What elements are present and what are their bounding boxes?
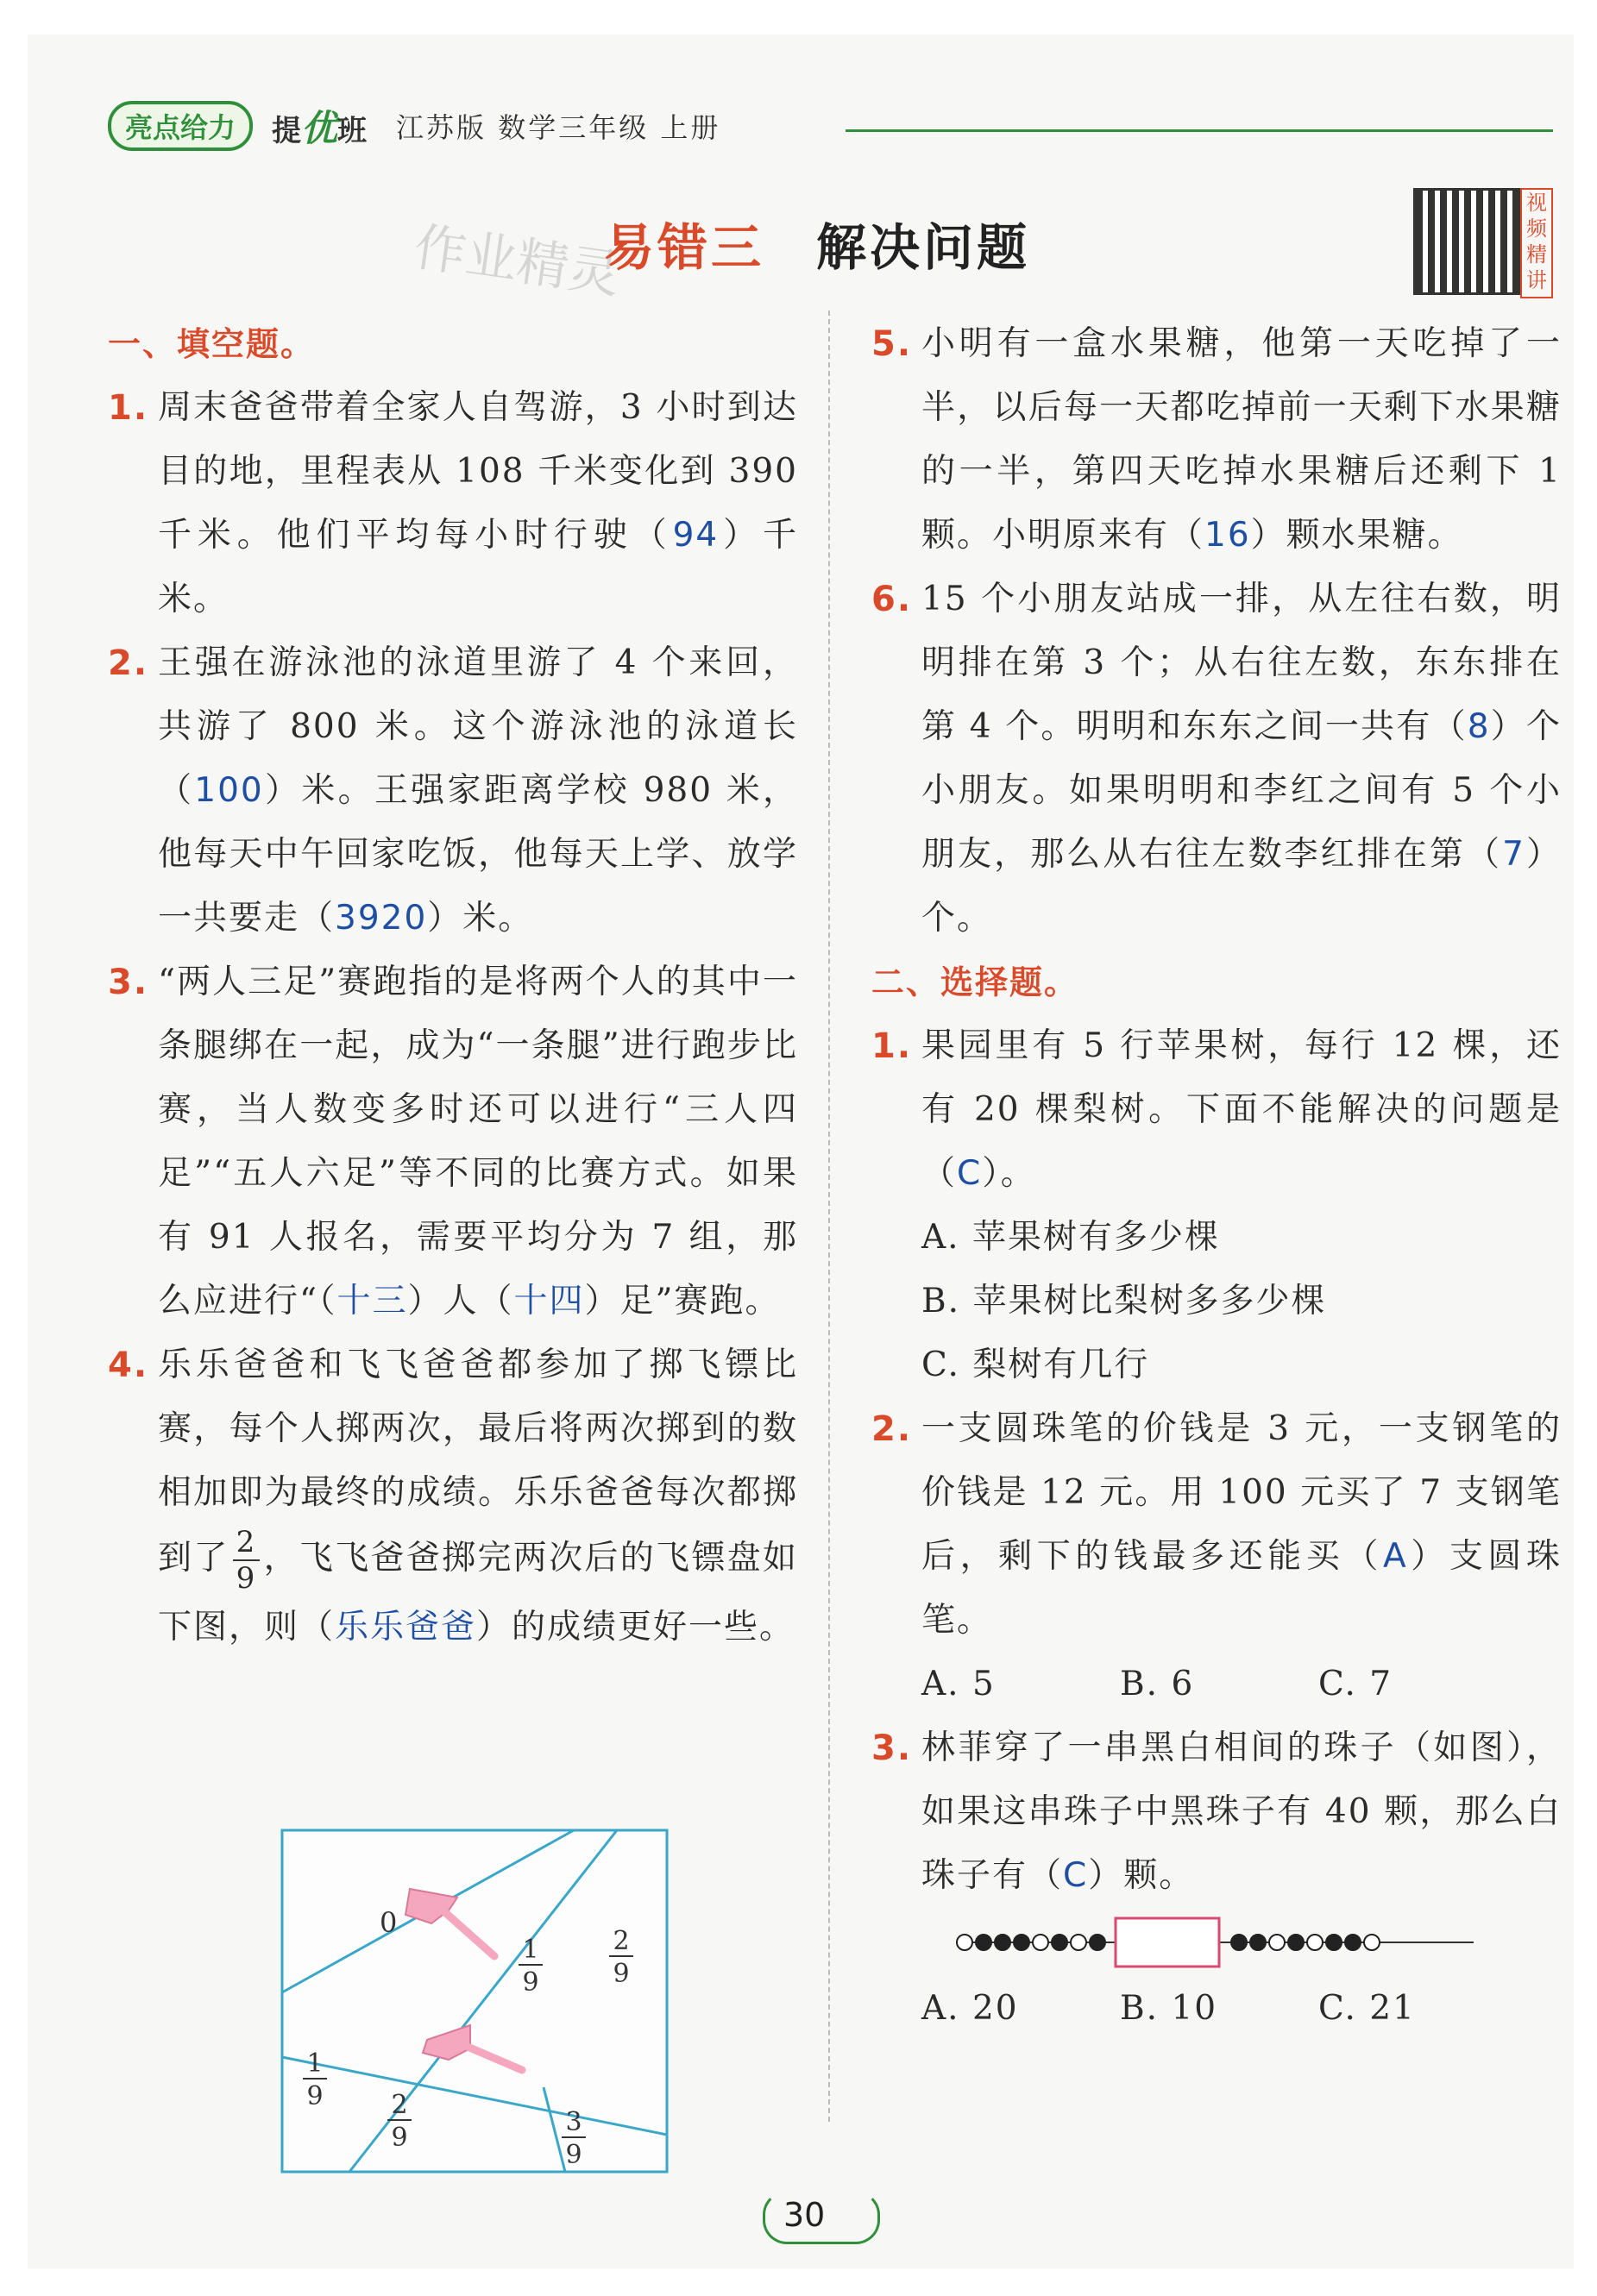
region-label: 0 [380, 1906, 398, 1939]
option-b: B. 苹果树比梨树多多少棵 [921, 1282, 1327, 1321]
choice-3: 3. 林菲穿了一串黑白相间的珠子（如图），如果这串珠子中黑珠子有 40 颗，那么白珠子有（C）颗。 [871, 1716, 1562, 1908]
page-title [604, 207, 1030, 279]
answer: C [1063, 1856, 1089, 1895]
question-number: 1. [871, 1026, 913, 1066]
region-label-numerator: 1 [522, 1935, 539, 1965]
fraction: $\frac{2}{9}$ [233, 1525, 261, 1596]
title-part1: 易错三 [604, 218, 765, 277]
question-5: 5. 小明有一盒水果糖，他第一天吃掉了一半，以后每一天都吃掉前一天剩下水果糖的一半，第四天吃掉水果糖后还剩下 1 颗。小明原来有（16）颗水果糖。 [871, 312, 1562, 568]
answer: 100 [194, 771, 264, 810]
region-label-numerator: 1 [306, 2048, 324, 2079]
white-bead [1071, 1935, 1086, 1950]
black-bead [1345, 1935, 1361, 1950]
region-label-denominator: 9 [391, 2123, 408, 2153]
white-bead [1307, 1935, 1323, 1950]
question-number: 2. [871, 1409, 913, 1449]
region-label-numerator: 3 [565, 2107, 582, 2137]
brand-you: 优 [301, 107, 338, 149]
question-number: 6. [871, 580, 913, 619]
right-column [871, 312, 1562, 2041]
left-column [108, 312, 798, 1659]
choice-1: 1. 果园里有 5 行苹果树，每行 12 棵，还有 20 棵梨树。下面不能解决的问题是（C）。 [871, 1014, 1562, 1206]
options-row [871, 1977, 1562, 2041]
watermark: 作业精灵 [410, 216, 625, 306]
answer: 7 [1502, 835, 1525, 874]
region-label-denominator: 9 [522, 1967, 539, 1998]
options-row [871, 1653, 1562, 1716]
answer: 十三 [336, 1282, 408, 1321]
answer: 乐乐爸爸 [335, 1608, 477, 1647]
black-bead [1326, 1935, 1342, 1950]
option-a: A. 5 [921, 1665, 996, 1703]
answer: 8 [1467, 707, 1491, 746]
option-a: A. 苹果树有多少棵 [921, 1218, 1220, 1257]
brand [272, 100, 367, 152]
title-part2: 解决问题 [816, 218, 1031, 277]
white-bead [1033, 1935, 1048, 1950]
region-label-denominator: 9 [306, 2081, 324, 2111]
header-rule [846, 129, 1553, 132]
region-label-denominator: 9 [565, 2140, 582, 2170]
question-2: 2. 王强在游泳池的泳道里游了 4 个来回，共游了 800 米。这个游泳池的泳道长（100）米。王强家距离学校 980 米，他每天中午回家吃饭，他每天上学、放学一共要走（3920）米。 [108, 631, 798, 950]
hidden-beads-box [1116, 1918, 1219, 1967]
option-b: B. 10 [1120, 1989, 1218, 2028]
question-6: 6. 15 个小朋友站成一排，从左往右数，明明排在第 3 个；从右往左数，东东排在第 4 个。明明和东东之间一共有（8）个小朋友。如果明明和李红之间有 5 个小朋友，那么从右往左数李红排在第（7）个。 [871, 568, 1562, 950]
option-c: C. 21 [1318, 1989, 1416, 2028]
qr-code[interactable] [1413, 188, 1520, 295]
board-border [282, 1830, 667, 2172]
black-bead [1014, 1935, 1029, 1950]
brand-pre: 提 [272, 114, 302, 148]
black-bead [995, 1935, 1010, 1950]
question-number: 4. [108, 1346, 149, 1385]
region-label-denominator: 9 [613, 1959, 630, 1989]
question-number: 3. [108, 963, 149, 1002]
black-bead [1250, 1935, 1266, 1950]
black-bead [1052, 1935, 1067, 1950]
choice-2: 2. 一支圆珠笔的价钱是 3 元，一支钢笔的价钱是 12 元。用 100 元买了 7 支钢笔后，剩下的钱最多还能买（A）支圆珠笔。 [871, 1397, 1562, 1653]
question-number: 3. [871, 1728, 913, 1768]
answer: C [957, 1154, 983, 1193]
question-number: 2. [108, 643, 149, 683]
black-bead [1090, 1935, 1105, 1950]
region-label-numerator: 2 [613, 1926, 630, 1956]
option-b: B. 6 [1120, 1665, 1195, 1703]
black-bead [1288, 1935, 1304, 1950]
question-4: 4. 乐乐爸爸和飞飞爸爸都参加了掷飞镖比赛，每个人掷两次，最后将两次掷到的数相加即为最终的成绩。乐乐爸爸每次都掷到了 $\frac{2}{9}$ ，飞飞爸爸掷完两次后的飞镖盘如下图，则（乐乐爸爸）的成绩更好一些。 [108, 1333, 798, 1659]
black-bead [976, 1935, 991, 1950]
header [108, 102, 720, 150]
answer: 94 [672, 516, 720, 555]
white-bead [957, 1935, 972, 1950]
black-bead [1231, 1935, 1247, 1950]
answer: 16 [1204, 516, 1251, 555]
section-multiple-choice: 二、选择题。 [871, 963, 1079, 1001]
qr-label: 视频精讲 [1520, 188, 1553, 298]
answer: 十四 [513, 1282, 585, 1321]
dartboard-figure [280, 1829, 669, 2174]
question-number: 5. [871, 324, 913, 364]
brand-post: 班 [337, 114, 368, 148]
book-subtitle: 江苏版 数学三年级 上册 [396, 111, 721, 144]
section-fill-blank: 一、填空题。 [108, 325, 316, 363]
white-bead [1364, 1935, 1380, 1950]
question-3: 3. “两人三足”赛跑指的是将两个人的其中一条腿绑在一起，成为“一条腿”进行跑步比赛，当人数变多时还可以进行“三人四足”“五人六足”等不同的比赛方式。如果有 91 人报名，需要平均分为 7 组，那么应进行“（十三）人（十四）足”赛跑。 [108, 950, 798, 1333]
column-divider [828, 311, 830, 2122]
answer: A [1382, 1537, 1408, 1576]
question-1: 1. 周末爸爸带着全家人自驾游，3 小时到达目的地，里程表从 108 千米变化到 390 千米。他们平均每小时行驶（94）千米。 [108, 376, 798, 631]
option-a: A. 20 [921, 1989, 1019, 2028]
page-number: 30 [783, 2196, 826, 2234]
region-label-numerator: 2 [391, 2090, 408, 2120]
series-badge: 亮点给力 [108, 101, 253, 151]
answer: 3920 [335, 899, 428, 938]
bead-string-figure [921, 1908, 1560, 1977]
option-c: C. 7 [1318, 1665, 1393, 1703]
option-c: C. 梨树有几行 [921, 1346, 1150, 1384]
question-number: 1. [108, 388, 149, 428]
white-bead [1269, 1935, 1285, 1950]
